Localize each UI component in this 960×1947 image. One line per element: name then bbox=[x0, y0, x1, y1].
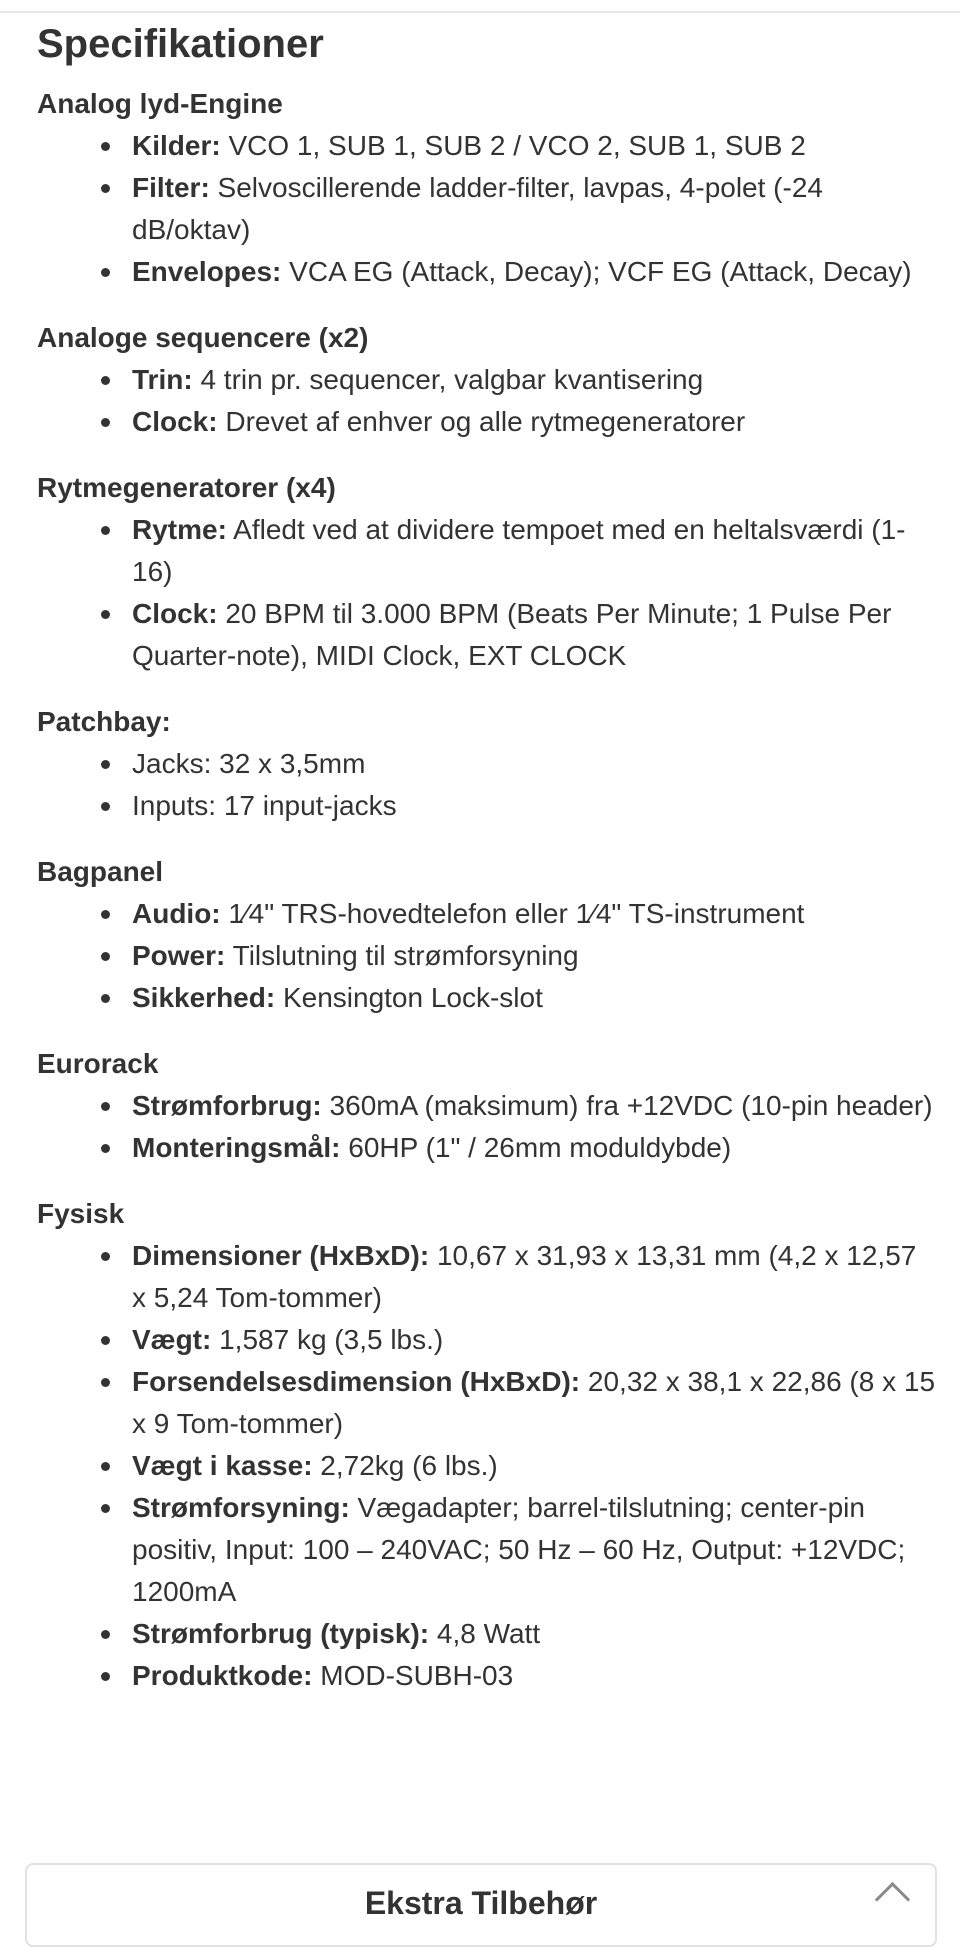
spec-item bbox=[132, 1319, 937, 1361]
spec-item bbox=[132, 1361, 937, 1445]
spec-label: Envelopes: bbox=[132, 256, 282, 287]
specifications-content bbox=[37, 18, 937, 1697]
spec-value: Tilslutning til strømforsyning bbox=[225, 940, 579, 971]
spec-value: VCA EG (Attack, Decay); VCF EG (Attack, Decay) bbox=[281, 256, 912, 287]
spec-label: Strømforbrug: bbox=[132, 1090, 322, 1121]
spec-value: Afledt ved at dividere tempoet med en heltalsværdi (1-16) bbox=[132, 514, 906, 587]
section-title: Rytmegeneratorer (x4) bbox=[37, 472, 336, 503]
spec-label: Forsendelsesdimension (HxBxD): bbox=[132, 1366, 581, 1397]
spec-label: Vægt i kasse: bbox=[132, 1450, 313, 1481]
spec-label: Produktkode: bbox=[132, 1660, 313, 1691]
spec-item bbox=[132, 509, 937, 593]
section-title: Patchbay: bbox=[37, 706, 171, 737]
spec-item bbox=[132, 1085, 937, 1127]
spec-label: Sikkerhed: bbox=[132, 982, 276, 1013]
accessories-accordion[interactable] bbox=[25, 1863, 937, 1947]
spec-value: Vægadapter; barrel-tilslutning; center-pin positiv, Input: 100 – 240VAC; 50 Hz – 60 Hz, Output: +12VDC; 1200mA bbox=[132, 1492, 906, 1607]
spec-label: Dimensioner (HxBxD): bbox=[132, 1240, 430, 1271]
spec-item bbox=[132, 1235, 937, 1319]
spec-label: Rytme: bbox=[132, 514, 227, 545]
spec-value: 360mA (maksimum) fra +12VDC (10-pin header) bbox=[321, 1090, 933, 1121]
spec-item bbox=[132, 401, 937, 443]
spec-list bbox=[37, 359, 937, 443]
section-sequencers bbox=[37, 317, 937, 443]
spec-item bbox=[132, 1445, 937, 1487]
spec-label: Clock: bbox=[132, 598, 218, 629]
section-rear-panel bbox=[37, 851, 937, 1019]
spec-label: Clock: bbox=[132, 406, 218, 437]
spec-value: 2,72kg (6 lbs.) bbox=[312, 1450, 498, 1481]
spec-list bbox=[37, 1235, 937, 1697]
spec-label: Strømforbrug (typisk): bbox=[132, 1618, 430, 1649]
spec-item bbox=[132, 593, 937, 677]
spec-value: 10,67 x 31,93 x 13,31 mm (4,2 x 12,57 x 5,24 Tom-tommer) bbox=[132, 1240, 917, 1313]
spec-value: 4,8 Watt bbox=[429, 1618, 541, 1649]
section-eurorack bbox=[37, 1043, 937, 1169]
spec-value: 1,587 kg (3,5 lbs.) bbox=[211, 1324, 444, 1355]
spec-label: Power: bbox=[132, 940, 226, 971]
spec-value: 4 trin pr. sequencer, valgbar kvantisering bbox=[192, 364, 704, 395]
spec-value: VCO 1, SUB 1, SUB 2 / VCO 2, SUB 1, SUB 2 bbox=[220, 130, 806, 161]
spec-label: Kilder: bbox=[132, 130, 221, 161]
spec-value: Kensington Lock-slot bbox=[275, 982, 543, 1013]
spec-list bbox=[37, 743, 937, 827]
spec-list bbox=[37, 1085, 937, 1169]
spec-value: Selvoscillerende ladder-filter, lavpas, 4-polet (-24 dB/oktav) bbox=[132, 172, 823, 245]
spec-value: Jacks: 32 x 3,5mm bbox=[132, 748, 366, 779]
spec-value: 20,32 x 38,1 x 22,86 (8 x 15 x 9 Tom-tommer) bbox=[132, 1366, 936, 1439]
spec-item bbox=[132, 1613, 937, 1655]
spec-item bbox=[132, 935, 937, 977]
spec-value: MOD-SUBH-03 bbox=[312, 1660, 514, 1691]
section-title: Bagpanel bbox=[37, 856, 164, 887]
spec-label: Trin: bbox=[132, 364, 193, 395]
spec-list bbox=[37, 893, 937, 1019]
section-patchbay bbox=[37, 701, 937, 827]
spec-value: 20 BPM til 3.000 BPM (Beats Per Minute; 1 Pulse Per Quarter-note), MIDI Clock, EXT CLOCK bbox=[132, 598, 892, 671]
spec-item bbox=[132, 125, 937, 167]
spec-label: Vægt: bbox=[132, 1324, 212, 1355]
spec-item bbox=[132, 743, 937, 785]
spec-item bbox=[132, 785, 937, 827]
spec-label: Monteringsmål: bbox=[132, 1132, 341, 1163]
spec-item bbox=[132, 1655, 937, 1697]
spec-label: Filter: bbox=[132, 172, 210, 203]
spec-item bbox=[132, 359, 937, 401]
spec-label: Strømforsyning: bbox=[132, 1492, 350, 1523]
section-title: Analoge sequencere (x2) bbox=[37, 322, 369, 353]
spec-list bbox=[37, 509, 937, 677]
spec-item bbox=[132, 977, 937, 1019]
spec-item bbox=[132, 251, 937, 293]
page-title: Specifikationer bbox=[37, 22, 324, 66]
spec-list bbox=[37, 125, 937, 293]
section-title: Analog lyd-Engine bbox=[37, 88, 283, 119]
top-divider bbox=[0, 11, 960, 13]
section-rhythm-generators bbox=[37, 467, 937, 677]
spec-item bbox=[132, 893, 937, 935]
spec-value: 1⁄4" TRS-hovedtelefon eller 1⁄4" TS-instrument bbox=[220, 898, 805, 929]
section-physical bbox=[37, 1193, 937, 1697]
accessories-title: Ekstra Tilbehør bbox=[364, 1885, 598, 1921]
spec-item bbox=[132, 1487, 937, 1613]
section-title: Fysisk bbox=[37, 1198, 125, 1229]
spec-item bbox=[132, 167, 937, 251]
section-title: Eurorack bbox=[37, 1048, 159, 1079]
spec-value: 60HP (1" / 26mm moduldybde) bbox=[340, 1132, 732, 1163]
spec-value: Drevet af enhver og alle rytmegeneratorer bbox=[217, 406, 746, 437]
spec-value: Inputs: 17 input-jacks bbox=[132, 790, 397, 821]
spec-label: Audio: bbox=[132, 898, 221, 929]
spec-item bbox=[132, 1127, 937, 1169]
section-analog-engine bbox=[37, 83, 937, 293]
